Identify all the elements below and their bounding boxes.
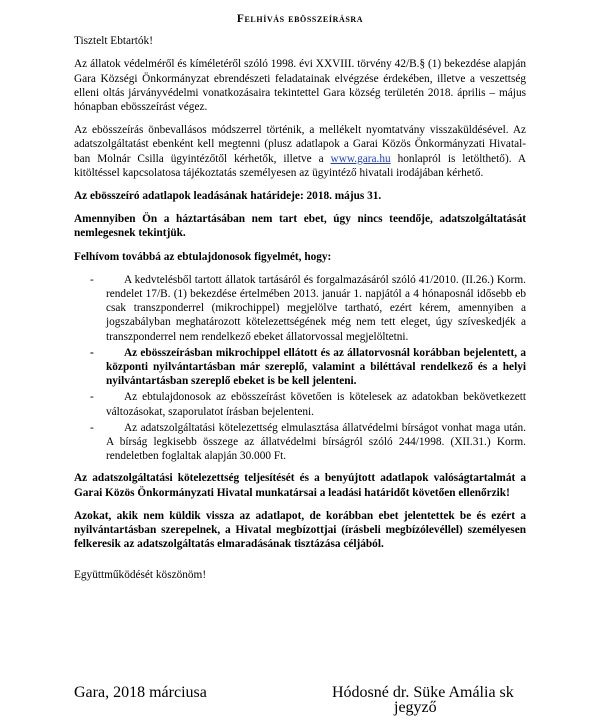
greeting: Tisztelt Ebtartók! xyxy=(74,35,153,48)
signer-title: jegyző xyxy=(394,699,437,716)
list-item-text: Az ebösszeírásban mikrochippel ellátott és az állatorvosnál korábban bejelentett, a központi nyilvántartásban már szereplő, valamint a biléttával rendelkező és a helyi nyilvántartásban szereplő ebeket is be kell jelenteni. xyxy=(106,346,526,388)
list-dash: - xyxy=(90,273,94,286)
page-title: Felhívás ebösszeírásra xyxy=(236,13,364,25)
intro-paragraph: Az állatok védelméről és kíméletéről szóló 1998. évi XXVIII. törvény 42/B.§ (1) bekezdése alapján Gara Községi Önkormányzat ebrendészeti feladatainak elvégzése érdekében, illetve a veszettség elleni oltás járványvédelmi vonatkozásaira tekintettel Gara község területén 2018. április – május hónapban ebösszeírást végez. xyxy=(74,58,526,114)
list-item-text: A kedvtelésből tartott állatok tartásáról és forgalmazásáról szóló 41/2010. (II.26.) Korm. rendelet 17/B. (1) bekezdése értelmében 2013. január 1. napjától a 4 hónaposnál idősebb eb csak transzponderrel (mikrochippel) megjelölve tartható, ezért kérem, amennyiben a jogszabályban meghatározott kötelezettségének még nem tett eleget, úgy szíveskedjék a transzponderrel nem rendelkező ebeket állatorvossal megjelöltetni. xyxy=(106,273,526,343)
list-dash: - xyxy=(90,421,94,434)
place-date: Gara, 2018 márciusa xyxy=(74,684,207,701)
list-item xyxy=(74,421,526,464)
thanks-line: Együttműködését köszönöm! xyxy=(74,568,207,581)
list-dash: - xyxy=(90,346,94,359)
list-item-text: Az ebtulajdonosok az ebösszeírást követően is kötelesek az adatokban bekövetkezett változásokat, szaporulatot írásban bejelenteni. xyxy=(106,391,526,418)
list-item xyxy=(74,273,526,344)
visit-paragraph: Azokat, akik nem küldik vissza az adatlapot, de korábban ebet jelentettek be és ezért a nyilvántartásban szerepelnek, a Hivatal megbízottjai (írásbeli megbízólevéllel) személyesen felkeresik az adatszolgáltatás elmaradásának tisztázása céljából. xyxy=(74,509,526,551)
method-text-after-link: honlapról is letölthető). A kitöltéssel kapcsolatosa tájékoztatás személyesen az ügyintéző hivatali irodájában kérhető. xyxy=(74,152,527,179)
no-dog-paragraph: Amennyiben Ön a háztartásában nem tart ebet, úgy nincs teendője, adatszolgáltatását nemlegesnek tekintjük. xyxy=(74,213,526,240)
notice-list xyxy=(74,273,526,464)
list-dash: - xyxy=(90,391,94,404)
signer-name: Hódosné dr. Süke Amália sk xyxy=(332,684,514,701)
verification-paragraph: Az adatszolgáltatási kötelezettség teljesítését és a benyújtott adatlapok valóságtartalmát a Garai Közös Önkormányzati Hivatal munkatársai a leadási határidőt követően ellenőrzik! xyxy=(74,472,526,499)
attention-heading: Felhívom továbbá az ebtulajdonosok figyelmét, hogy: xyxy=(74,250,332,263)
list-item xyxy=(74,390,526,418)
method-paragraph xyxy=(74,123,526,180)
deadline-paragraph: Az ebösszeíró adatlapok leadásának határideje: 2018. május 31. xyxy=(74,190,382,203)
website-link[interactable]: www.gara.hu xyxy=(330,152,391,165)
list-item-text: Az adatszolgáltatási kötelezettség elmulasztása állatvédelmi bírságot vonhat maga után. A bírság legkisebb összege az állatvédelmi bírságról szóló 244/1998. (XII.31.) Korm. rendeletben foglaltak alapján 30.000 Ft. xyxy=(106,421,526,463)
list-item xyxy=(74,346,526,389)
method-text-before-link: Az ebösszeírás önbevallásos módszerrel történik, a mellékelt nyomtatvány visszaküldésével. Az adatszolgáltatást ebenként kell megtenni (plusz adatlapok a Garai Közös Önkormányzati Hivatal-ban Molnár Csilla ügyintézőtől kérhetők, illetve a xyxy=(74,124,526,165)
